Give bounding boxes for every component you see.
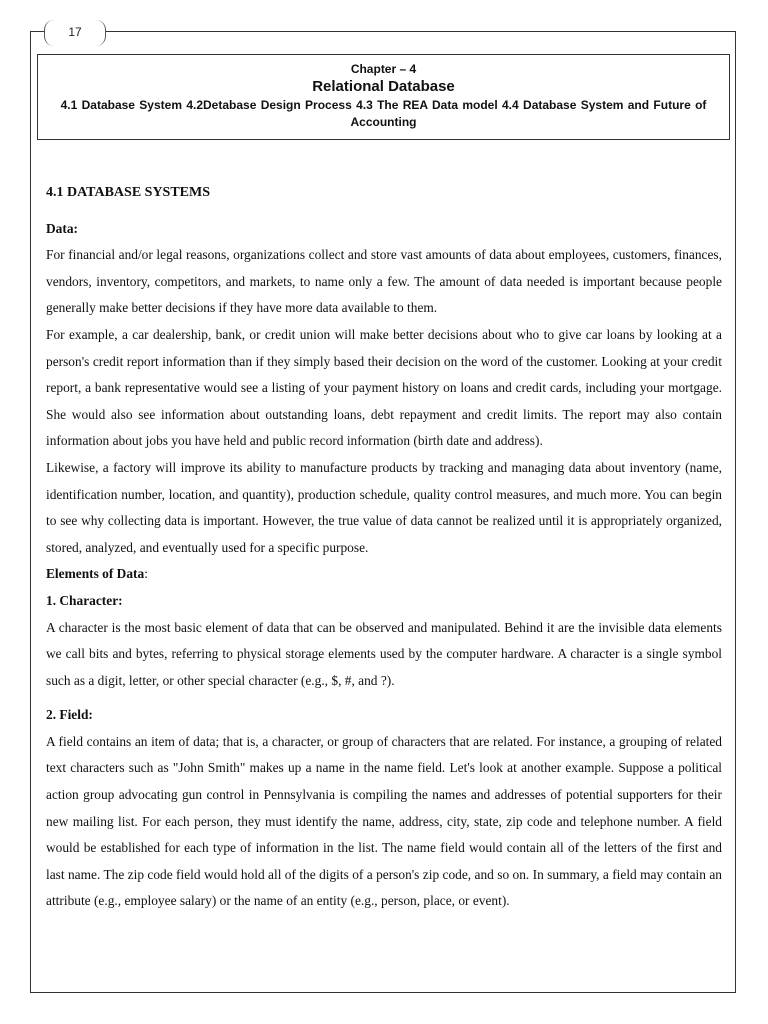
data-label: Data:	[46, 220, 78, 236]
field-paragraph: A field contains an item of data; that is, a character, or group of characters that are related. For instance, a grouping of related text characters such as "John Smith" makes up a name in the name field. Let's look at another example. Suppose a political action group advocating gun control in Pennsylvania is compiling the names and addresses of potential supporters for their new mailing list. For each person, they must identify the name, address, city, state, zip code and telephone number. A field would be established for each type of information in the list. The name field would contain all of the letters of the first and last name. The zip code field would hold all of the digits of a person's zip code, and so on. In summary, a field may contain an attribute (e.g., employee salary) or the name of an entity (e.g., person, place, or event).	[46, 733, 722, 909]
data-paragraph-3: Likewise, a factory will improve its ability to manufacture products by tracking and managing data about inventory (name, identification number, location, and quantity), production schedule, quality control measures, and much more. You can begin to see why collecting data is important. However, the true value of data cannot be realized until it is appropriately organized, stored, analyzed, and eventually used for a specific purpose.	[46, 459, 722, 555]
chapter-sections: 4.1 Database System 4.2Detabase Design Process 4.3 The REA Data model 4.4 Database System and Future of Accounting	[60, 98, 707, 129]
page-number: 17	[68, 25, 82, 39]
data-paragraph-1: For financial and/or legal reasons, organizations collect and store vast amounts of data about employees, customers, finances, vendors, inventory, competitors, and markets, to name only a few. The amount of data needed is important because people generally make better decisions if they have more data available to them.	[46, 247, 722, 316]
character-paragraph: A character is the most basic element of data that can be observed and manipulated. Behind it are the invisible data elements we call bits and bytes, referring to physical storage elements used by the computer hardware. A character is a single symbol such as a digit, letter, or other special character (e.g., $, #, and ?).	[46, 619, 722, 688]
chapter-header-box	[37, 54, 730, 140]
elements-heading	[46, 561, 722, 588]
elements-label: Elements of Data	[46, 566, 145, 582]
character-label: 1. Character:	[46, 592, 123, 608]
elements-colon: :	[144, 566, 148, 582]
page-number-tab	[44, 20, 106, 46]
field-label: 2. Field:	[46, 707, 93, 723]
section-heading: 4.1 DATABASE SYSTEMS	[46, 185, 211, 200]
chapter-title: Relational Database	[312, 78, 455, 95]
main-content	[46, 180, 722, 915]
data-paragraph-2: For example, a car dealership, bank, or credit union will make better decisions about who to give car loans by looking at a person's credit report information than if they simply based their decision on the word of the customer. Looking at your credit report, a bank representative would see a listing of your payment history on loans and credit cards, including your mortgage. She would also see information about outstanding loans, debt repayment and credit limits. The report may also contain information about jobs you have held and public record information (birth date and address).	[46, 326, 722, 449]
chapter-label: Chapter – 4	[350, 62, 417, 76]
